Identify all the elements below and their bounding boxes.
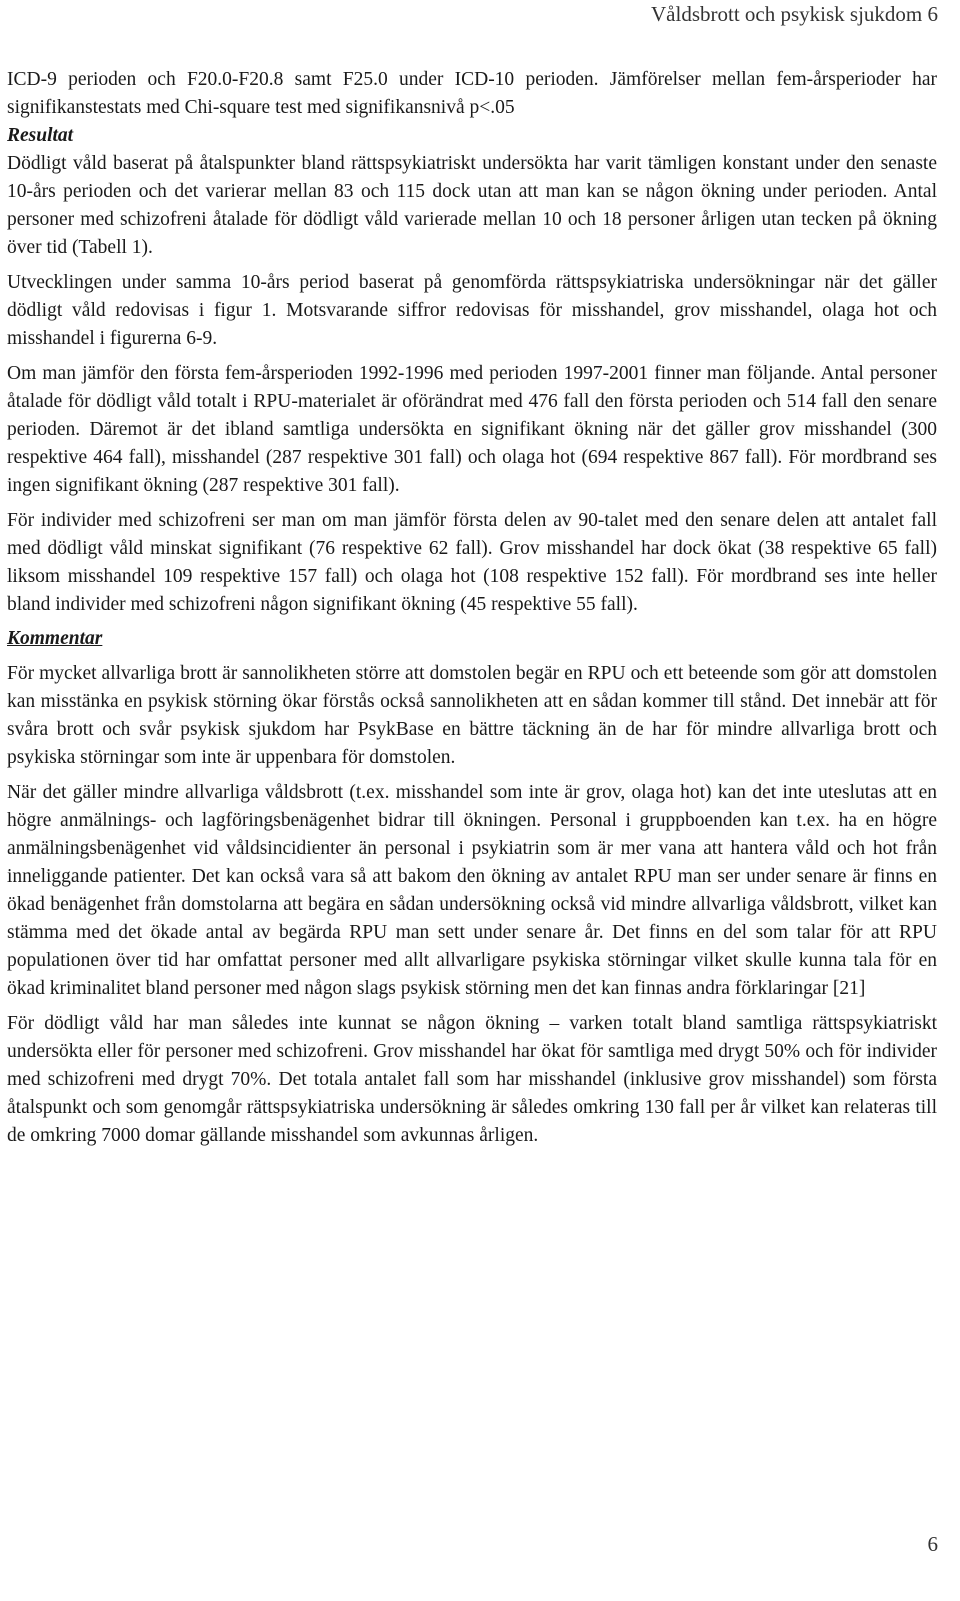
section-heading-kommentar: Kommentar <box>7 628 103 649</box>
comment-paragraph-1: För mycket allvarliga brott är sannolikheten större att domstolen begär en RPU och ett beteende som gör att domstolen kan misstänka en psykisk störning ökar förstås också sannolikheten att en sådan kommer till stånd. Det innebär att för svåra brott och svår psykisk sjukdom har PsykBase en bättre täckning än de har för mindre allvarliga brott och psykiska störningar som inte är uppenbara för domstolen. <box>7 663 937 768</box>
results-paragraph-2: Utvecklingen under samma 10-års period baserat på genomförda rättspsykiatriska undersökningar när det gäller dödligt våld redovisas i figur 1. Motsvarande siffror redovisas för misshandel, grov misshandel, olaga hot och misshandel i figurerna 6-9. <box>7 272 937 349</box>
results-paragraph-3: Om man jämför den första fem-årsperioden 1992-1996 med perioden 1997-2001 finner man följande. Antal personer åtalade för dödligt våld totalt i RPU-materialet är oförändrat med 476 fall den första perioden och 514 fall den senare perioden. Däremot är det ibland samtliga undersökta en signifikant ökning när det gäller grov misshandel (300 respektive 464 fall), misshandel (287 respektive 301 fall) och olaga hot (694 respektive 867 fall). För mordbrand ses ingen signifikant ökning (287 respektive 301 fall). <box>7 363 937 496</box>
comment-paragraph-3: För dödligt våld har man således inte kunnat se någon ökning – varken totalt bland samtliga rättspsykiatriskt undersökta eller för personer med schizofreni. Grov misshandel har ökat för samtliga med drygt 50% och för individer med schizofreni med drygt 70%. Det totala antalet fall som har misshandel (inklusive grov misshandel) som första åtalspunkt och som genomgår rättspsykiatriska undersökning är således omkring 130 fall per år vilket kan relateras till de omkring 7000 domar gällande misshandel som avkunnas årligen. <box>7 1013 937 1146</box>
intro-paragraph: ICD-9 perioden och F20.0-F20.8 samt F25.0 under ICD-10 perioden. Jämförelser mellan fem-årsperioder har signifikanstestats med Chi-square test med signifikansnivå p<.05 <box>7 69 937 118</box>
document-body <box>7 66 937 1150</box>
section-heading-resultat: Resultat <box>7 125 74 146</box>
results-paragraph-1: Dödligt våld baserat på åtalspunkter bland rättspsykiatriskt undersökta har varit tämligen konstant under den senaste 10-års perioden och det varierar mellan 83 och 115 dock utan att man kan se någon ökning under perioden. Antal personer med schizofreni åtalade för dödligt våld varierade mellan 10 och 18 personer årligen utan tecken på ökning över tid (Tabell 1). <box>7 153 937 258</box>
running-header: Våldsbrott och psykisk sjukdom 6 <box>651 2 938 26</box>
comment-paragraph-2: När det gäller mindre allvarliga våldsbrott (t.ex. misshandel som inte är grov, olaga hot) kan det inte uteslutas att en högre anmälnings- och lagföringsbenägenhet bidrar till ökningen. Personal i gruppboenden kan t.ex. ha en högre anmälningsbenägenhet vid våldsincidienter än personal i psykiatrin som är mer vana att hantera våld och hot från inneliggande patienter. Det kan också vara så att bakom den ökning av antalet RPU man ser under senare är finns en ökad benägenhet från domstolarna att begära en sådan undersökning också vid mindre allvarliga våldsbrott, vilket kan stämma med det ökade antal av begärda RPU man sett under senare år. Det finns en del som talar för att RPU populationen över tid har omfattat personer med allt allvarligare psykiska störningar vilket skulle kunna tala för en ökad kriminalitet bland personer med någon slags psykisk störning men det kan finnas andra förklaringar [21] <box>7 782 937 999</box>
page-number: 6 <box>927 1532 938 1556</box>
results-paragraph-4: För individer med schizofreni ser man om man jämför första delen av 90-talet med den senare delen att antalet fall med dödligt våld minskat signifikant (76 respektive 62 fall). Grov misshandel har dock ökat (38 respektive 65 fall) liksom misshandel 109 respektive 157 fall) och olaga hot (108 respektive 152 fall). För mordbrand ses inte heller bland individer med schizofreni någon signifikant ökning (45 respektive 55 fall). <box>7 510 937 615</box>
